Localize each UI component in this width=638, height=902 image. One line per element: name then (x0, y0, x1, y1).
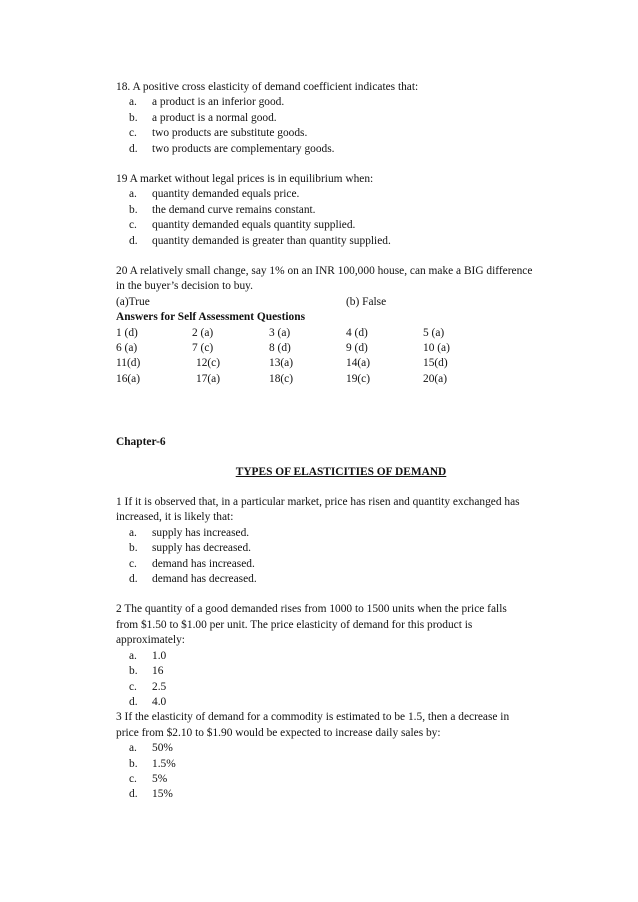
answer-key (116, 310, 566, 387)
option-text: supply has increased. (152, 526, 250, 539)
true-option: (a)True (116, 295, 150, 308)
option-letter: b. (129, 757, 138, 770)
option-text: 1.0 (152, 649, 167, 662)
option-text: 1.5% (152, 757, 176, 770)
option-text: demand has decreased. (152, 573, 257, 586)
option-item (129, 695, 566, 710)
question-text: 19 A market without legal prices is in equilibrium when: (116, 173, 374, 186)
answer-cell: 15(d) (423, 357, 448, 370)
question-text: 18. A positive cross elasticity of demand coefficient indicates that: (116, 81, 419, 93)
option-item (129, 757, 566, 772)
question-text-line-2: increased, it is likely that: (116, 511, 234, 524)
option-item (129, 680, 566, 695)
option-letter: d. (129, 142, 138, 155)
answer-cell: 17(a) (196, 372, 221, 385)
option-list (116, 741, 566, 803)
answer-cell: 6 (a) (116, 342, 138, 355)
question-text-line-1: 2 The quantity of a good demanded rises from 1000 to 1500 units when the price falls (116, 603, 507, 616)
question-text-line-3: approximately: (116, 634, 185, 647)
answer-cell: 20(a) (423, 372, 448, 385)
option-letter: b. (129, 111, 138, 124)
option-item (129, 126, 566, 141)
option-item (129, 649, 566, 664)
answer-cell: 12(c) (196, 357, 221, 370)
option-text: demand has increased. (152, 557, 255, 570)
answer-cell: 16(a) (116, 372, 141, 385)
option-letter: b. (129, 542, 138, 555)
question-19 (116, 172, 566, 249)
chapter-heading: TYPES OF ELASTICITIES OF DEMAND (235, 465, 447, 478)
option-text: two products are complementary goods. (152, 142, 335, 155)
answer-row (116, 356, 566, 371)
answer-cell: 10 (a) (423, 342, 450, 355)
option-text: 50% (152, 742, 173, 755)
option-letter: d. (129, 788, 138, 801)
option-letter: c. (129, 127, 137, 140)
option-text: 5% (152, 772, 168, 785)
option-text: a product is an inferior good. (152, 96, 285, 109)
question-c2 (116, 602, 566, 710)
option-letter: c. (129, 557, 137, 570)
option-item (129, 541, 566, 556)
option-letter: a. (129, 526, 137, 539)
question-20 (116, 264, 566, 310)
question-18 (116, 80, 566, 157)
option-item (129, 234, 566, 249)
answer-cell: 3 (a) (269, 326, 291, 339)
option-list (116, 187, 566, 249)
chapter-label: Chapter-6 (116, 436, 166, 449)
option-item (129, 557, 566, 572)
option-letter: d. (129, 695, 138, 708)
option-letter: a. (129, 649, 137, 662)
document-page (116, 80, 566, 803)
option-list (116, 526, 566, 588)
option-letter: a. (129, 96, 137, 109)
option-item (129, 95, 566, 110)
answer-cell: 2 (a) (192, 326, 214, 339)
question-text-line-2: in the buyer’s decision to buy. (116, 280, 253, 293)
answer-cell: 5 (a) (423, 326, 445, 339)
option-letter: b. (129, 203, 138, 216)
option-list (116, 95, 566, 157)
answer-cell: 7 (c) (192, 342, 214, 355)
answer-key-title: Answers for Self Assessment Questions (116, 311, 306, 324)
answer-row (116, 372, 566, 387)
question-text-line-1: 20 A relatively small change, say 1% on an INR 100,000 house, can make a BIG difference (116, 265, 533, 278)
question-c1 (116, 495, 566, 587)
option-letter: b. (129, 665, 138, 678)
answer-cell: 19(c) (346, 372, 371, 385)
option-item (129, 218, 566, 233)
option-text: 2.5 (152, 680, 167, 693)
option-item (129, 572, 566, 587)
option-text: quantity demanded is greater than quantity supplied. (152, 234, 391, 247)
answer-cell: 1 (d) (116, 326, 138, 339)
question-text-line-2: price from $2.10 to $1.90 would be expected to increase daily sales by: (116, 726, 441, 739)
option-text: 15% (152, 788, 173, 801)
option-item (129, 187, 566, 202)
answer-row (116, 341, 566, 356)
question-text-line-2: from $1.50 to $1.00 per unit. The price elasticity of demand for this product is (116, 618, 473, 631)
option-item (129, 787, 566, 802)
question-c3 (116, 710, 566, 802)
question-text-line-1: 1 If it is observed that, in a particular market, price has risen and quantity exchanged has (116, 496, 520, 509)
option-text: 16 (152, 665, 164, 678)
option-item (129, 111, 566, 126)
option-item (129, 664, 566, 679)
option-text: 4.0 (152, 695, 167, 708)
option-text: a product is a normal good. (152, 111, 277, 124)
answer-cell: 18(c) (269, 372, 294, 385)
option-letter: d. (129, 573, 138, 586)
true-false-row (116, 295, 566, 310)
answer-cell: 14(a) (346, 357, 371, 370)
false-option: (b) False (346, 295, 387, 308)
option-list (116, 649, 566, 711)
option-item (129, 142, 566, 157)
option-text: quantity demanded equals price. (152, 188, 300, 201)
option-text: supply has decreased. (152, 542, 252, 555)
option-letter: c. (129, 772, 137, 785)
option-item (129, 772, 566, 787)
answer-cell: 8 (d) (269, 342, 291, 355)
answer-cell: 4 (d) (346, 326, 368, 339)
question-text-line-1: 3 If the elasticity of demand for a commodity is estimated to be 1.5, then a decrease in (116, 711, 510, 724)
option-text: quantity demanded equals quantity supplied. (152, 219, 356, 232)
option-item (129, 203, 566, 218)
answer-cell: 13(a) (269, 357, 294, 370)
option-letter: c. (129, 219, 137, 232)
option-text: the demand curve remains constant. (152, 203, 316, 216)
answer-cell: 11(d) (116, 357, 141, 370)
option-letter: c. (129, 680, 137, 693)
answer-cell: 9 (d) (346, 342, 368, 355)
option-text: two products are substitute goods. (152, 127, 308, 140)
option-item (129, 526, 566, 541)
option-letter: a. (129, 742, 137, 755)
option-letter: d. (129, 234, 138, 247)
option-item (129, 741, 566, 756)
answer-row (116, 326, 566, 341)
option-letter: a. (129, 188, 137, 201)
